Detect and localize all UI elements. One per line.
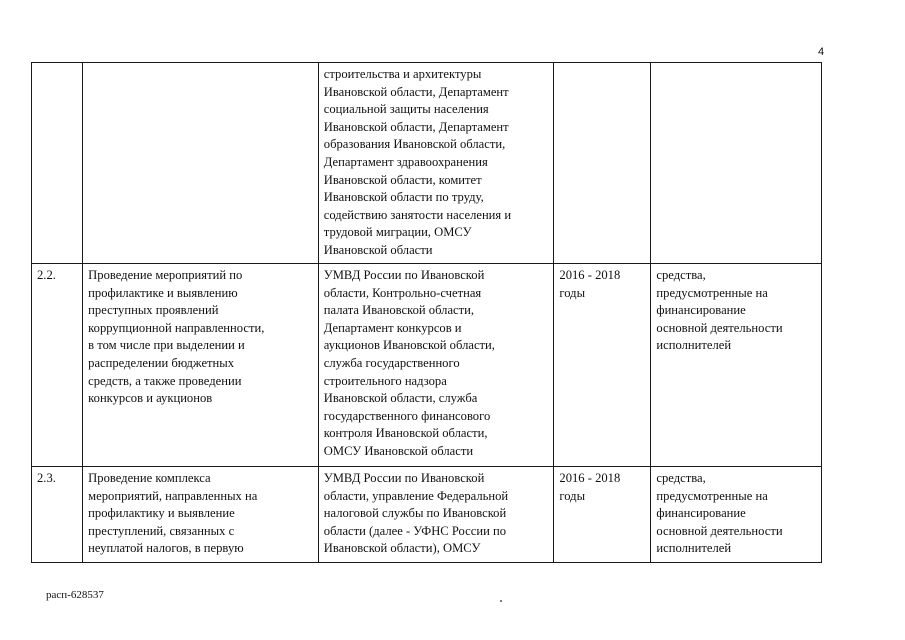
cell-funding bbox=[651, 63, 822, 264]
cell-number: 2.2. bbox=[32, 264, 83, 467]
document-id: расп-628537 bbox=[46, 589, 104, 601]
cell-event bbox=[83, 63, 319, 264]
cell-funding: средства, предусмотренные на финансирование основной деятельности исполнителей bbox=[651, 264, 822, 467]
cell-term: 2016 - 2018 годы bbox=[554, 264, 651, 467]
scan-artifact bbox=[500, 600, 502, 602]
table-row bbox=[32, 467, 822, 563]
action-plan-table bbox=[31, 62, 822, 563]
cell-executors: строительства и архитектуры Ивановской области, Департамент социальной защиты населения Ивановской области, Департамент образования Ивановской области, Департамент здравоохранения Ивановской области, комитет Ивановской области по труду, содействию занятости населения и трудовой миграции, ОМСУ Ивановской области bbox=[318, 63, 554, 264]
cell-executors: УМВД России по Ивановской области, Контрольно-счетная палата Ивановской области, Департамент конкурсов и аукционов Ивановской области, служба государственного строительного надзора Ивановской области, служба государственного финансового контроля Ивановской области, ОМСУ Ивановской области bbox=[318, 264, 554, 467]
page-number: 4 bbox=[818, 46, 825, 58]
cell-event: Проведение мероприятий по профилактике и выявлению преступных проявлений коррупционной направленности, в том числе при выделении и распределении бюджетных средств, а также проведении конкурсов и аукционов bbox=[83, 264, 319, 467]
cell-funding: средства, предусмотренные на финансирование основной деятельности исполнителей bbox=[651, 467, 822, 563]
cell-number bbox=[32, 63, 83, 264]
table-row bbox=[32, 264, 822, 467]
cell-number: 2.3. bbox=[32, 467, 83, 563]
cell-event: Проведение комплекса мероприятий, направленных на профилактику и выявление преступлений, связанных с неуплатой налогов, в первую bbox=[83, 467, 319, 563]
table-row bbox=[32, 63, 822, 264]
cell-term: 2016 - 2018 годы bbox=[554, 467, 651, 563]
cell-term bbox=[554, 63, 651, 264]
cell-executors: УМВД России по Ивановской области, управление Федеральной налоговой службы по Ивановской области (далее - УФНС России по Ивановской области), ОМСУ bbox=[318, 467, 554, 563]
